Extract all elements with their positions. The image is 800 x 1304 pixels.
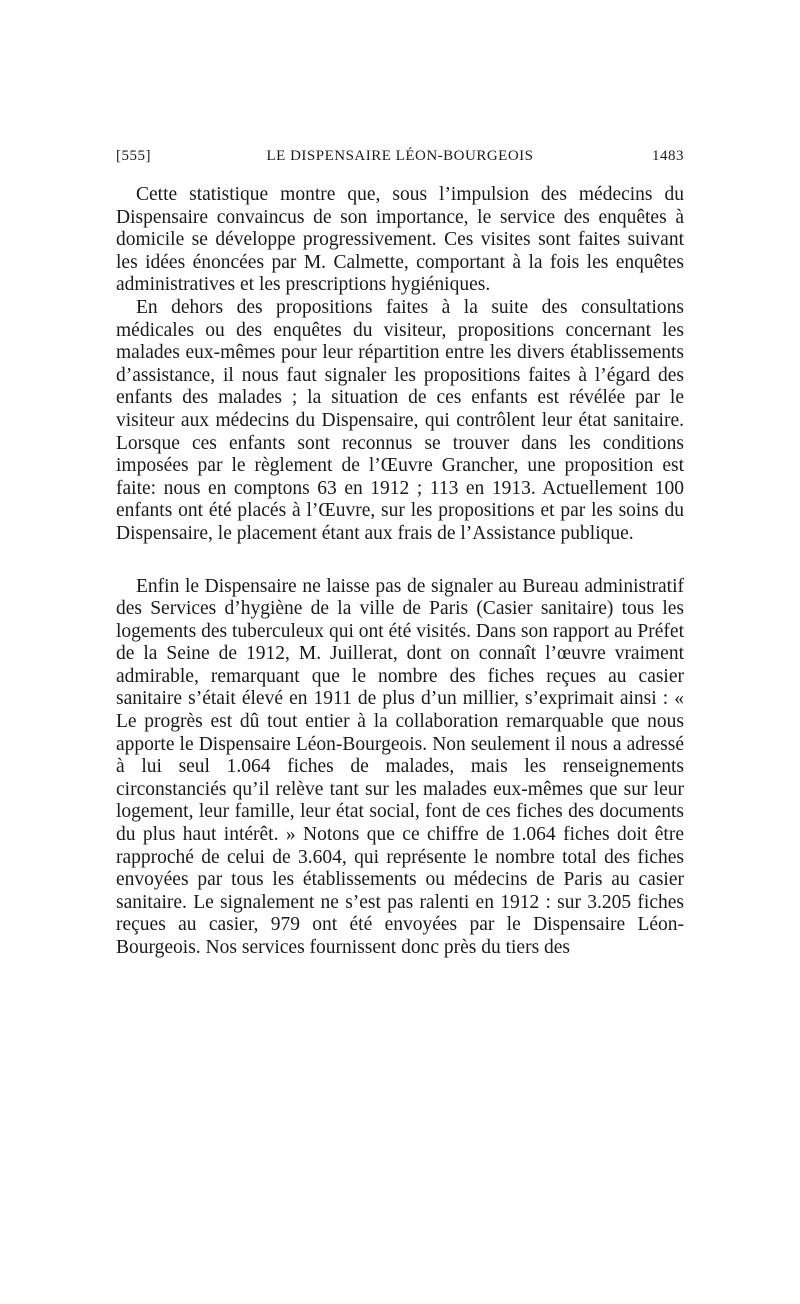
document-page: [116, 140, 684, 960]
running-title: LE DISPENSAIRE LÉON-BOURGEOIS: [266, 148, 534, 164]
page-reference: [555]: [116, 148, 151, 164]
paragraph-casier-sanitaire: Enfin le Dispensaire ne laisse pas de signaler au Bureau administratif des Services d’hygiène de la ville de Paris (Casier sanitaire) tous les logements des tuberculeux qui ont été visités. Dans son rapport au Préfet de la Seine de 1912, M. Juillerat, dont on connaît l’œuvre vraiment admirable, remarquant que le nombre des fiches reçues au casier sanitaire s’était élevé en 1911 de plus d’un millier, s’exprimait ainsi : « Le progrès est dû tout entier à la collaboration remarquable que nous apporte le Dispensaire Léon-Bourgeois. Non seulement il nous a adressé à lui seul 1.064 fiches de malades, mais les renseignements circonstanciés qu’il relève tant sur les malades eux-mêmes que sur leur logement, leur famille, leur état social, font de ces fiches des documents du plus haut intérêt. » Notons que ce chiffre de 1.064 fiches doit être rapproché de celui de 3.604, qui représente le nombre total des fiches envoyées par tous les établissements ou médecins de Paris au casier sanitaire. Le signalement ne s’est pas ralenti en 1912 : sur 3.205 fiches reçues au casier, 979 ont été envoyées par le Dispensaire Léon-Bourgeois. Nos services fournissent donc près du tiers des: [116, 575, 684, 958]
page-number: 1483: [652, 148, 684, 164]
running-head: [116, 140, 684, 166]
paragraph-propositions: En dehors des propositions faites à la suite des consultations médicales ou des enquêtes du visiteur, propositions concernant les malades eux-mêmes pour leur répartition entre les divers établissements d’assistance, il nous faut signaler les propositions faites à l’égard des enfants des malades ; la situation de ces enfants est révélée par le visiteur aux médecins du Dispensaire, qui contrôlent leur état sanitaire. Lorsque ces enfants sont reconnus se trouver dans les conditions imposées par le règlement de l’Œuvre Grancher, une proposition est faite: nous en comptons 63 en 1912 ; 113 en 1913. Actuellement 100 enfants ont été placés à l’Œuvre, sur les propositions et par les soins du Dispensaire, le placement étant aux frais de l’Assistance publique.: [116, 296, 684, 544]
paragraph-statistics: Cette statistique montre que, sous l’impulsion des médecins du Dispensaire convaincus de son importance, le service des enquêtes à domicile se développe progressivement. Ces visites sont faites suivant les idées énoncées par M. Calmette, comportant à la fois les enquêtes administratives et les prescriptions hygiéniques.: [116, 184, 684, 296]
